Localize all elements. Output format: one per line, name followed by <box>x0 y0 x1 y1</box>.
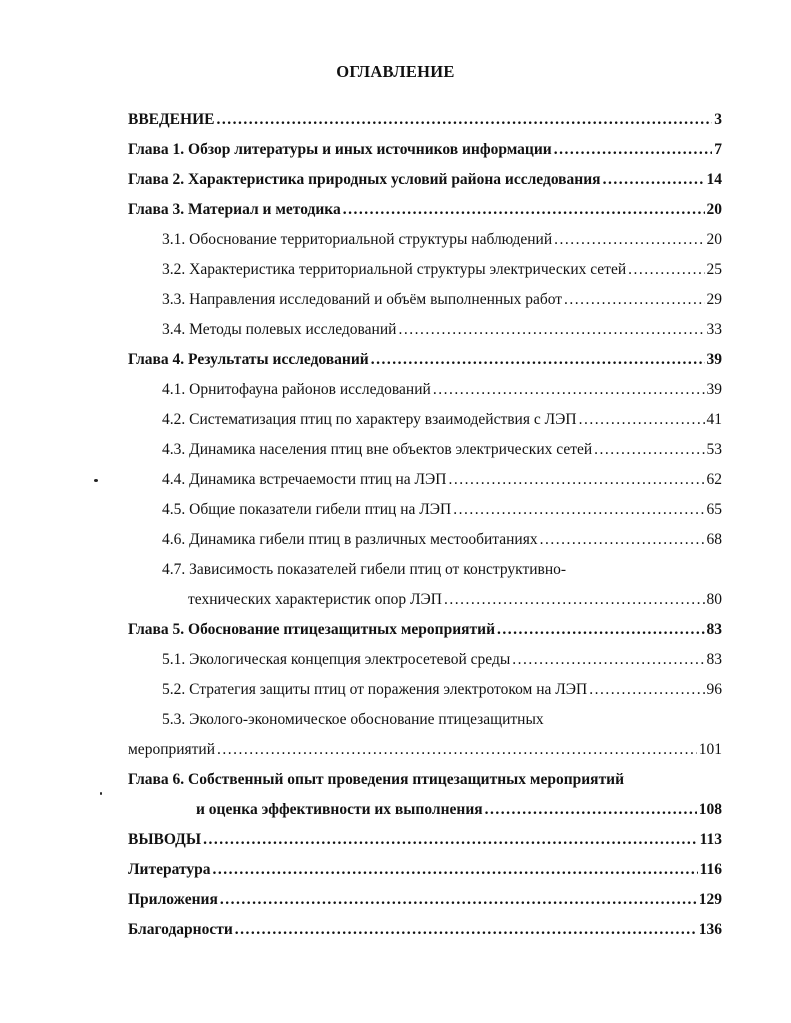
toc-entry-text: 4.6. Динамика гибели птиц в различных местообитаниях <box>162 531 538 548</box>
toc-entry-page: 25 <box>706 261 722 278</box>
toc-entry-section-4-1 <box>162 378 722 402</box>
toc-entry-section-3-2 <box>162 258 722 282</box>
dot-leader <box>433 378 705 402</box>
toc-entry-text: ВВЕДЕНИЕ <box>128 111 215 128</box>
toc-entry-page: 108 <box>698 801 722 818</box>
toc-entry-section-4-5 <box>162 498 722 522</box>
dot-leader <box>579 408 705 432</box>
toc-entry-page: 7 <box>714 141 722 158</box>
dot-leader <box>212 858 697 882</box>
toc-entry-page: 136 <box>698 921 722 938</box>
toc-entry-text: Литература <box>128 861 211 878</box>
toc-entry-chapter-6-line-1 <box>128 768 722 792</box>
toc-entry-section-4-2 <box>162 408 722 432</box>
toc-entry-chapter-2 <box>128 168 722 192</box>
toc-entry-text: Глава 2. Характеристика природных условий района исследования <box>128 171 601 188</box>
toc-entry-text: 3.4. Методы полевых исследований <box>162 321 397 338</box>
dot-leader <box>448 468 704 492</box>
toc-entry-section-3-3 <box>162 288 722 312</box>
dot-leader <box>603 168 705 192</box>
toc-entry-section-4-4 <box>162 468 722 492</box>
toc-entry-text: 4.7. Зависимость показателей гибели птиц от конструктивно- <box>162 561 567 578</box>
toc-entry-section-3-1 <box>162 228 722 252</box>
toc-entry-chapter-5 <box>128 618 722 642</box>
toc-entry-text: 4.3. Динамика населения птиц вне объектов электрических сетей <box>162 441 593 458</box>
dot-leader <box>564 288 704 312</box>
toc-entry-page: 96 <box>706 681 722 698</box>
dot-leader <box>371 348 705 372</box>
dot-leader <box>512 648 704 672</box>
toc-entry-page: 101 <box>698 741 722 758</box>
toc-entry-text: 4.2. Систематизация птиц по характеру взаимодействия с ЛЭП <box>162 411 577 428</box>
dot-leader <box>203 828 698 852</box>
toc-entry-section-4-7-line-2 <box>188 588 722 612</box>
toc-entry-text: 4.5. Общие показатели гибели птиц на ЛЭП <box>162 501 452 518</box>
toc-entry-conclusions <box>128 828 722 852</box>
page-title: ОГЛАВЛЕНИЕ <box>336 62 455 81</box>
toc-entry-page: 129 <box>698 891 722 908</box>
toc-entry-text: 5.1. Экологическая концепция электросетевой среды <box>162 651 511 668</box>
toc-entry-chapter-4 <box>128 348 722 372</box>
toc-entry-chapter-6-line-2 <box>196 798 722 822</box>
toc-entry-page: 29 <box>706 291 722 308</box>
dot-leader <box>594 438 704 462</box>
dot-leader <box>497 618 704 642</box>
toc-entry-page: 80 <box>706 591 722 608</box>
toc-entry-text: 3.2. Характеристика территориальной структуры электрических сетей <box>162 261 627 278</box>
toc-entry-section-5-3-line-1 <box>162 708 722 732</box>
toc-entry-section-4-7-line-1 <box>162 558 722 582</box>
toc-entry-page: 20 <box>706 201 722 218</box>
toc-entry-page: 53 <box>706 441 722 458</box>
toc-entry-page: 3 <box>714 111 722 128</box>
toc-entry-page: 68 <box>706 531 722 548</box>
toc-entry-page: 116 <box>699 861 722 878</box>
toc-entry-text: 3.1. Обоснование территориальной структуры наблюдений <box>162 231 553 248</box>
scan-speck <box>100 792 102 795</box>
dot-leader <box>554 228 704 252</box>
toc-entry-text: 4.4. Динамика встречаемости птиц на ЛЭП <box>162 471 447 488</box>
toc-entry-section-4-6 <box>162 528 722 552</box>
toc-entry-chapter-1 <box>128 138 722 162</box>
dot-leader <box>398 318 704 342</box>
toc-entry-page: 41 <box>706 411 722 428</box>
toc-entry-acknowledgements <box>128 918 722 942</box>
toc-entry-text: ВЫВОДЫ <box>128 831 202 848</box>
toc-entry-page: 113 <box>699 831 722 848</box>
toc-entry-text: Глава 3. Материал и методика <box>128 201 341 218</box>
dot-leader <box>235 918 697 942</box>
dot-leader <box>485 798 697 822</box>
toc-entry-page: 83 <box>706 621 722 638</box>
dot-leader <box>444 588 705 612</box>
dot-leader <box>589 678 704 702</box>
toc-entry-text: 5.3. Эколого-экономическое обоснование птицезащитных <box>162 711 544 728</box>
toc-entry-section-5-2 <box>162 678 722 702</box>
toc-entry-chapter-3 <box>128 198 722 222</box>
toc-entry-page: 14 <box>706 171 722 188</box>
toc-entry-section-4-3 <box>162 438 722 462</box>
toc-entry-page: 83 <box>706 651 722 668</box>
toc-entry-text: 3.3. Направления исследований и объём выполненных работ <box>162 291 563 308</box>
toc-entry-text: Приложения <box>128 891 218 908</box>
dot-leader <box>216 108 712 132</box>
toc-entry-section-3-4 <box>162 318 722 342</box>
toc-entry-page: 33 <box>706 321 722 338</box>
toc-entry-text: Глава 1. Обзор литературы и иных источников информации <box>128 141 552 158</box>
toc-entry-text: Глава 6. Собственный опыт проведения птицезащитных мероприятий <box>128 771 625 788</box>
toc-entry-literature <box>128 858 722 882</box>
toc-entry-text: Глава 4. Результаты исследований <box>128 351 369 368</box>
toc-entry-text: мероприятий <box>128 741 216 758</box>
toc-entry-introduction <box>128 108 722 132</box>
toc-entry-section-5-3-line-2 <box>128 738 722 762</box>
dot-leader <box>343 198 705 222</box>
toc-entry-text: Глава 5. Обоснование птицезащитных мероприятий <box>128 621 496 638</box>
toc-entry-section-5-1 <box>162 648 722 672</box>
toc-entry-text: технических характеристик опор ЛЭП <box>188 591 442 608</box>
toc-entry-page: 65 <box>706 501 722 518</box>
toc-entry-text: Благодарности <box>128 921 233 938</box>
toc-entry-text: 5.2. Стратегия защиты птиц от поражения электротоком на ЛЭП <box>162 681 588 698</box>
dot-leader <box>220 888 697 912</box>
dot-leader <box>540 528 705 552</box>
toc-entry-appendices <box>128 888 722 912</box>
toc-entry-page: 62 <box>706 471 722 488</box>
toc-entry-text: и оценка эффективности их выполнения <box>196 801 483 818</box>
dot-leader <box>628 258 704 282</box>
toc-entry-text: 4.1. Орнитофауна районов исследований <box>162 381 431 398</box>
dot-leader <box>554 138 713 162</box>
toc-entry-page: 39 <box>706 351 722 368</box>
dot-leader <box>217 738 697 762</box>
toc-entry-page: 20 <box>706 231 722 248</box>
toc-entry-page: 39 <box>706 381 722 398</box>
scan-speck <box>94 479 98 482</box>
dot-leader <box>453 498 704 522</box>
